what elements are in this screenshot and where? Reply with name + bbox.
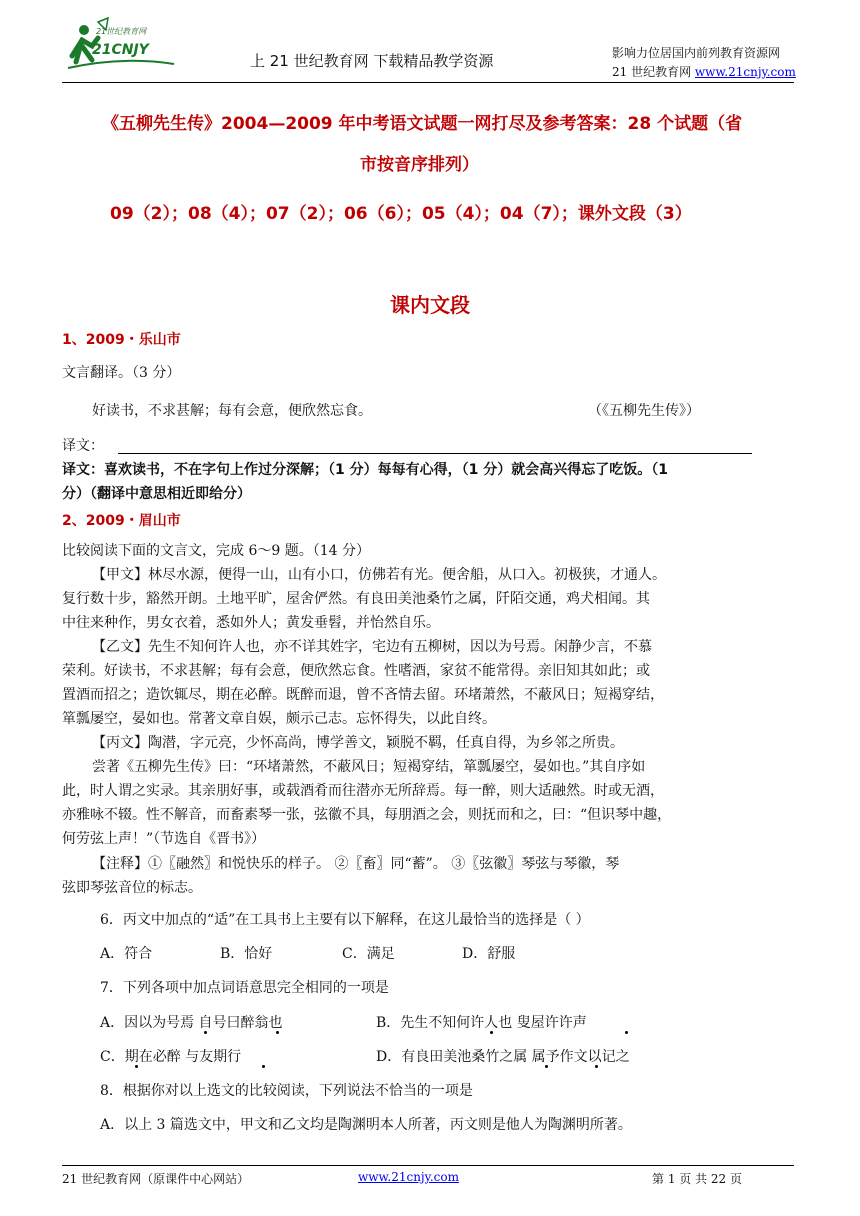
q1-answer-line2: 分）（翻译中意思相近即给分） bbox=[62, 486, 251, 502]
logo-big-text: 21CNJY bbox=[92, 42, 149, 58]
emphasis-dot bbox=[625, 1031, 628, 1034]
q1-quote: 好读书，不求甚解；每有会意，便欣然忘食。 bbox=[92, 403, 372, 419]
header-divider bbox=[62, 82, 794, 83]
q2-line: 何劳弦上声！”（节选自《晋书》） bbox=[62, 831, 266, 847]
emphasis-dot bbox=[262, 1065, 265, 1068]
header-center-text: 上 21 世纪教育网 下载精品教学资源 bbox=[250, 52, 494, 70]
q2-line: 弦即琴弦音位的标志。 bbox=[62, 880, 202, 896]
q7-option-a: A．因以为号焉 自号曰醉翁也 bbox=[100, 1015, 283, 1031]
q6-option: A．符合 bbox=[100, 946, 153, 962]
q2-line: 【乙文】先生不知何许人也，亦不详其姓字，宅边有五柳树，因以为号焉。闲静少言，不慕 bbox=[92, 639, 652, 655]
emphasis-dot bbox=[595, 1065, 598, 1068]
header-site-link[interactable]: www.21cnjy.com bbox=[694, 65, 796, 79]
q2-line: 【甲文】林尽水源，便得一山，山有小口，仿佛若有光。便舍船，从口入。初极狭，才通人。 bbox=[92, 567, 666, 583]
footer-link[interactable]: www.21cnjy.com bbox=[358, 1170, 459, 1184]
q2-line: 此，时人谓之实录。其亲朋好事，或载酒肴而往潜亦无所辞焉。每一醉，则大适融然。时或无酒， bbox=[62, 783, 664, 799]
q2-line: 置酒而招之；造饮辄尽，期在必醉。既醉而退，曾不吝情去留。环堵萧然，不蔽风日；短褐穿结， bbox=[62, 687, 664, 703]
q2-line: 【注释】①〖融然〗和悦快乐的样子。 ②〖畜〗同“蓄”。 ③〖弦徽〗琴弦与琴徽，琴 bbox=[92, 856, 620, 872]
emphasis-dot bbox=[204, 1031, 207, 1034]
q6-option: D．舒服 bbox=[462, 946, 516, 962]
doc-title-line2: 市按音序排列） bbox=[360, 155, 479, 175]
doc-title-line3: 09（2）；08（4）；07（2）；06（6）；05（4）；04（7）；课外文段（3） bbox=[110, 204, 692, 224]
q7-option-b: B．先生不知何许人也 叟屋许许声 bbox=[376, 1015, 587, 1031]
q1-answer-line1: 译文：喜欢读书，不在字句上作过分深解；（1 分）每每有心得，（1 分）就会高兴得忘了吃饭。（1 bbox=[62, 462, 668, 478]
q2-line: 亦雅咏不辍。性不解音，而畜素琴一张，弦徽不具，每朋酒之会，则抚而和之，曰：“但识琴中趣， bbox=[62, 807, 672, 823]
doc-title-line1: 《五柳先生传》2004—2009 年中考语文试题一网打尽及参考答案：28 个试题（省 bbox=[102, 114, 743, 134]
emphasis-dot bbox=[490, 1031, 493, 1034]
logo-small-text: 21世纪教育网 bbox=[96, 27, 147, 36]
q2-line: 箪瓢屡空，晏如也。常著文章自娱，颇示己志。忘怀得失，以此自终。 bbox=[62, 711, 496, 727]
footer-left: 21 世纪教育网（原课件中心网站） bbox=[62, 1172, 250, 1186]
q2-line: 【丙文】陶潜，字元亮，少怀高尚，博学善文，颖脱不羁，任真自得，为乡邻之所贵。 bbox=[92, 735, 624, 751]
q2-line: 中往来种作，男女衣着，悉如外人；黄发垂髫，并怡然自乐。 bbox=[62, 615, 440, 631]
header-right-line2 bbox=[612, 63, 796, 80]
q1-source: （《五柳先生传》） bbox=[588, 403, 700, 419]
q7-text: 7．下列各项中加点词语意思完全相同的一项是 bbox=[100, 980, 389, 996]
section-title: 课内文段 bbox=[390, 293, 470, 317]
header-site-name: 21 世纪教育网 bbox=[612, 65, 695, 79]
answer-blank-line bbox=[118, 453, 752, 454]
q2-heading: 2、2009・眉山市 bbox=[62, 513, 181, 529]
q1-instruction: 文言翻译。（3 分） bbox=[62, 365, 181, 381]
header-right-line1: 影响力位居国内前列教育资源网 bbox=[612, 46, 781, 60]
q6-text: 6．丙文中加点的“适”在工具书上主要有以下解释，在这儿最恰当的选择是（ ） bbox=[100, 912, 590, 928]
q8-option-a: A．以上 3 篇选文中，甲文和乙文均是陶渊明本人所著，丙文则是他人为陶渊明所著。 bbox=[100, 1117, 632, 1133]
q2-line: 荣利。好读书，不求甚解；每有会意，便欣然忘食。性嗜酒，家贫不能常得。亲旧知其如此；或 bbox=[62, 663, 650, 679]
q6-option: B．恰好 bbox=[220, 946, 273, 962]
site-logo bbox=[62, 16, 182, 76]
q1-blank-label: 译文： bbox=[62, 438, 104, 454]
q8-text: 8．根据你对以上选文的比较阅读，下列说法不恰当的一项是 bbox=[100, 1083, 473, 1099]
emphasis-dot bbox=[545, 1065, 548, 1068]
q7-option-c: C．期在必醉 与友期行 bbox=[100, 1049, 242, 1065]
q6-option: C．满足 bbox=[342, 946, 395, 962]
q7-option-d: D．有良田美池桑竹之属 属予作文以记之 bbox=[376, 1049, 630, 1065]
q2-line: 尝著《五柳先生传》曰：“环堵萧然，不蔽风日；短褐穿结，箪瓢屡空，晏如也。”其自序如 bbox=[92, 759, 646, 775]
q2-line: 比较阅读下面的文言文，完成 6～9 题。（14 分） bbox=[62, 543, 370, 559]
footer-divider bbox=[62, 1165, 794, 1166]
q1-heading: 1、2009・乐山市 bbox=[62, 332, 181, 348]
emphasis-dot bbox=[135, 1065, 138, 1068]
emphasis-dot bbox=[276, 1031, 279, 1034]
page-number: 第 1 页 共 22 页 bbox=[652, 1172, 742, 1186]
q2-line: 复行数十步，豁然开朗。土地平旷，屋舍俨然。有良田美池桑竹之属，阡陌交通，鸡犬相闻。其 bbox=[62, 591, 650, 607]
